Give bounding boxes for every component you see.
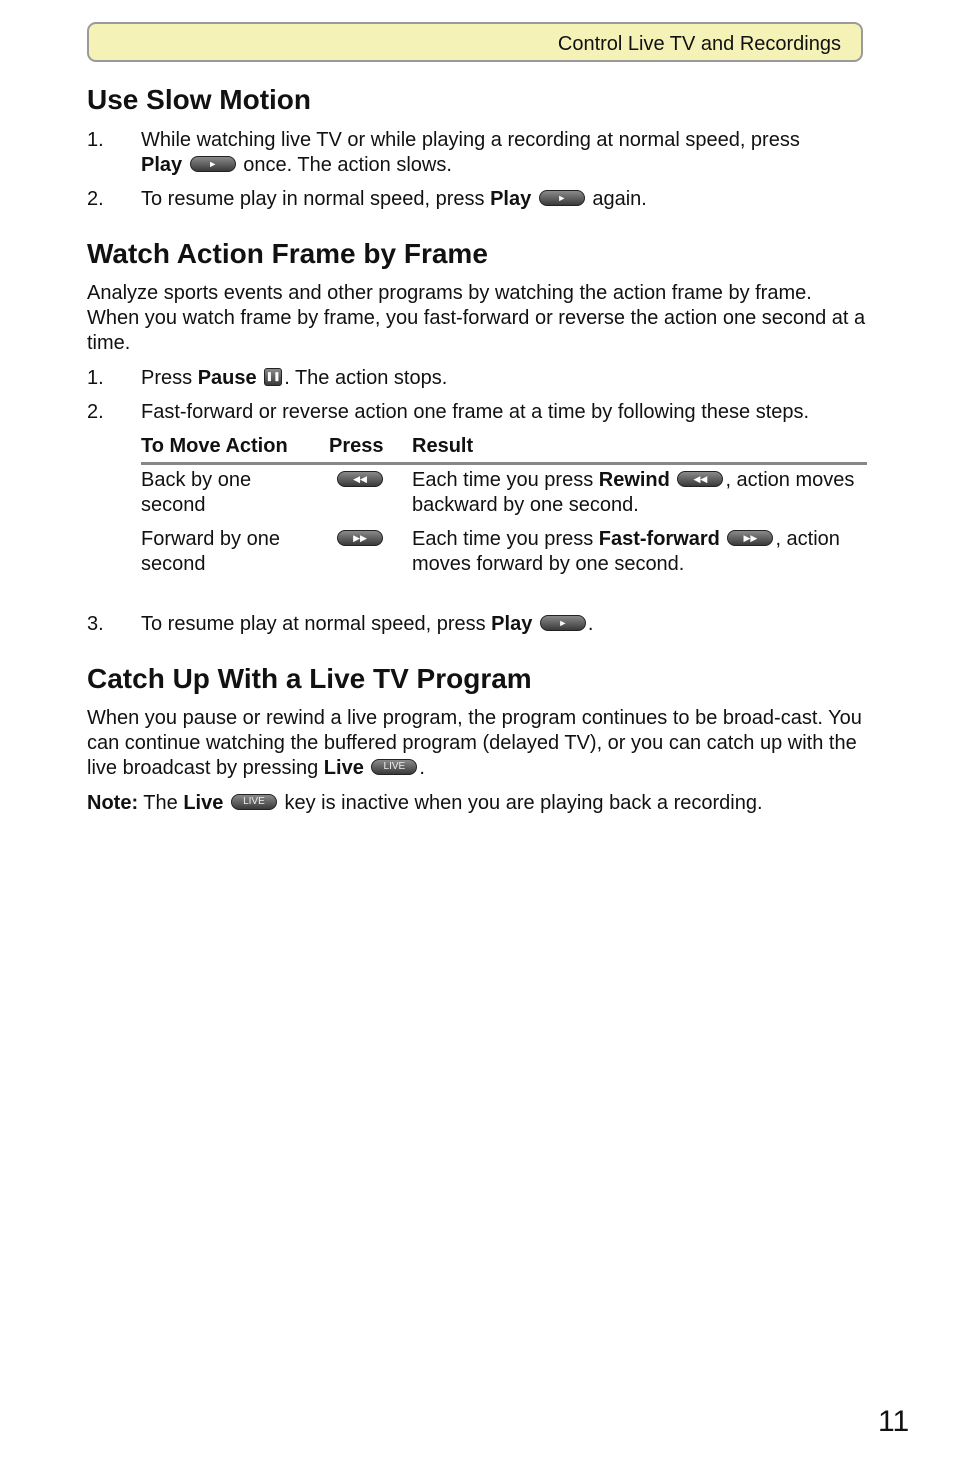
column-header: Result — [412, 435, 474, 457]
play-button-icon: ► — [190, 156, 236, 172]
pause-button-icon: ❚❚ — [264, 368, 282, 386]
table-cell-action: Back by one second — [141, 469, 252, 516]
fast-forward-button-icon: ▶▶ — [337, 530, 383, 546]
page-number: 11 — [878, 1405, 910, 1438]
table-cell-result: Each time you press Rewind ◀◀ , action moves backward by one second. — [412, 469, 855, 516]
table-header-divider — [141, 462, 867, 465]
heading-catch-up: Catch Up With a Live TV Program — [87, 663, 532, 694]
fast-forward-button-icon: ▶▶ — [727, 530, 773, 546]
rewind-button-icon: ◀◀ — [337, 471, 383, 487]
heading-watch-frame-by-frame: Watch Action Frame by Frame — [87, 238, 488, 269]
rewind-button-icon: ◀◀ — [677, 471, 723, 487]
live-button-icon: LIVE — [371, 759, 417, 775]
note-paragraph: Note: The Live LIVE key is inactive when you are playing back a recording. — [87, 792, 763, 814]
column-header: To Move Action — [141, 435, 288, 457]
table-cell-result: Each time you press Fast-forward ▶▶ , action moves forward by one second. — [412, 528, 840, 575]
play-button-icon: ► — [539, 190, 585, 206]
table-cell-action: Forward by one second — [141, 528, 280, 575]
heading-use-slow-motion: Use Slow Motion — [87, 84, 311, 115]
intro-paragraph: Analyze sports events and other programs by watching the action frame by frame. When you watch frame by frame, you fast-forward or reverse the action one second at a time. — [87, 282, 866, 354]
header-bar — [87, 22, 863, 62]
catch-up-paragraph: When you pause or rewind a live program, the program continues to be broad-cast. You can continue watching the buffered program (delayed TV), or you can catch up with the live broadcast by pressing Live LIVE . — [87, 707, 862, 779]
section-title: Control Live TV and Recordings — [557, 33, 841, 55]
column-header: Press — [329, 435, 384, 457]
live-button-icon: LIVE — [231, 794, 277, 810]
play-button-icon: ► — [540, 615, 586, 631]
